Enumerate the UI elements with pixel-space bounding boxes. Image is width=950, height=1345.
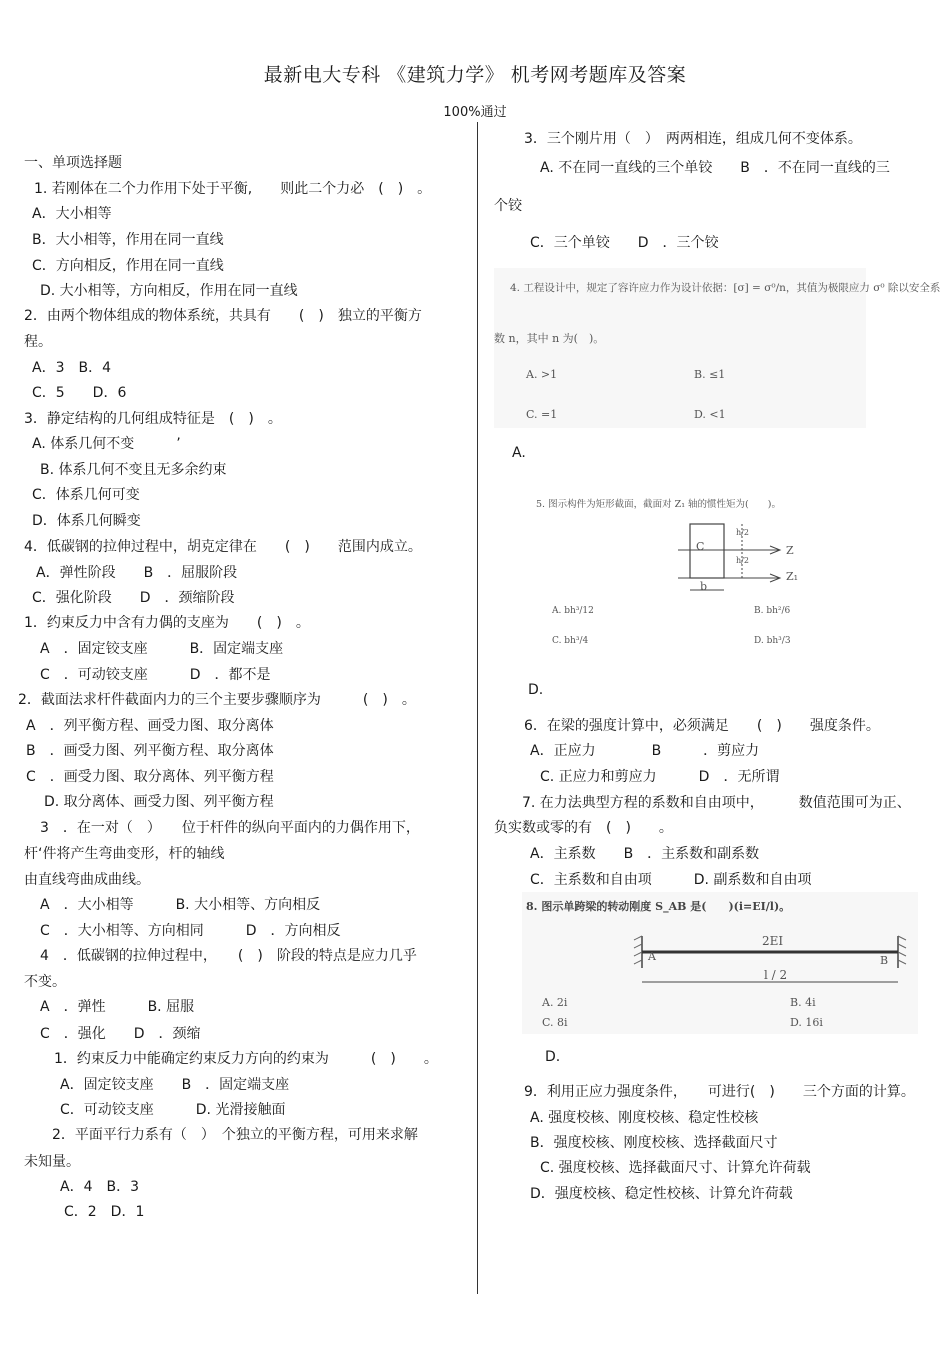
option-line: B ．画受力图、列平衡方程、取分离体	[26, 743, 274, 759]
question-4-stem: 4. 工程设计中，规定了容许应力作为设计依据：[σ] = σ⁰/n，其值为极限应力 σ⁰ 除以安全系	[510, 282, 941, 294]
option-line: A．弹性阶段 B ．屈服阶段	[36, 565, 238, 581]
question-line: 程。	[24, 334, 52, 350]
option-line: C ．画受力图、取分离体、列平衡方程	[26, 769, 274, 785]
question-line: 3 ．在一对（ ） 位于杆件的纵向平面内的力偶作用下，	[40, 820, 420, 836]
question-line: 3．静定结构的几何组成特征是 ( ) 。	[24, 411, 282, 427]
width-label: b	[700, 580, 708, 593]
beam-length-label: l / 2	[764, 968, 788, 982]
question-8-option-a: A. 2i	[542, 996, 568, 1009]
answer-mark: D.	[545, 1049, 561, 1065]
section-heading: 一、单项选择题	[24, 155, 122, 171]
question-4-option-d: D. <1	[694, 408, 726, 421]
question-line: 6．在梁的强度计算中，必须满足 ( ) 强度条件。	[524, 718, 880, 734]
option-line: C ．大小相等、方向相同 D ．方向相反	[40, 923, 341, 939]
half-height-lower: h/2	[736, 556, 749, 565]
question-5-stem: 5. 图示构件为矩形截面，截面对 Z₁ 轴的惯性矩为( )。	[536, 499, 781, 510]
option-line: A．固定铰支座 B ．固定端支座	[60, 1077, 290, 1093]
option-line: A．正应力 B ．剪应力	[530, 743, 760, 759]
scanned-question-4	[494, 268, 941, 428]
option-line: B. 体系几何不变且无多余约束	[40, 462, 227, 478]
option-line: C. 正应力和剪应力 D ．无所谓	[540, 769, 780, 785]
question-8-stem: 8. 图示单跨梁的转动刚度 S_AB 是( )(i=EI/l)。	[526, 900, 791, 913]
centroid-label: C	[696, 540, 705, 553]
option-line: A. 体系几何不变 ’	[32, 436, 181, 452]
option-line: D．强度校核、稳定性校核、计算允许荷载	[530, 1186, 793, 1202]
option-line: D. 大小相等，方向相反，作用在同一直线	[40, 283, 298, 299]
option-line: A ．大小相等 B. 大小相等、方向相反	[40, 897, 321, 913]
question-line: 2．截面法求杆件截面内力的三个主要步骤顺序为 ( ) 。	[18, 692, 416, 708]
question-5-option-a: A. bh³/12	[552, 606, 594, 616]
question-4-option-b: B. ≤1	[694, 368, 726, 381]
option-line: A ．弹性 B. 屈服	[40, 999, 195, 1015]
option-line: C．可动铰支座 D. 光滑接触面	[60, 1102, 286, 1118]
scanned-question-8	[522, 892, 918, 1034]
option-line: B．大小相等，作用在同一直线	[32, 232, 224, 248]
option-line: B．强度校核、刚度校核、选择截面尺寸	[530, 1135, 778, 1151]
option-line: A．3 B．4	[32, 360, 111, 376]
z1-axis-label: Z₁	[786, 570, 799, 583]
question-8-option-d: D. 16i	[790, 1016, 823, 1029]
option-line: A ．固定铰支座 B．固定端支座	[40, 641, 284, 657]
option-line: C．体系几何可变	[32, 487, 140, 503]
option-line: A．主系数 B ．主系数和副系数	[530, 846, 760, 862]
question-line: 9．利用正应力强度条件， 可进行( ) 三个方面的计算。	[524, 1084, 915, 1100]
option-line: A. 不在同一直线的三个单铰 B ．不在同一直线的三	[540, 160, 890, 176]
question-5-option-c: C. bh³/4	[552, 636, 589, 646]
option-line: C．主系数和自由项 D. 副系数和自由项	[530, 872, 812, 888]
question-line: 1．约束反力中含有力偶的支座为 ( ) 。	[24, 615, 310, 631]
z-axis-label: Z	[786, 544, 794, 557]
option-line: C. 强度校核、选择截面尺寸、计算允许荷载	[540, 1160, 811, 1176]
column-divider	[477, 122, 478, 1294]
option-line: C．5 D．6	[32, 385, 127, 401]
option-line: A．大小相等	[32, 206, 112, 222]
option-line: C．强化阶段 D ．颈缩阶段	[32, 590, 235, 606]
page-title: 最新电大专科 《建筑力学》 机考网考题库及答案	[263, 64, 687, 86]
beam-end-b: B	[880, 954, 889, 967]
page-subtitle: 100%通过	[443, 105, 507, 120]
option-line: C ．强化 D ．颈缩	[40, 1026, 201, 1042]
option-line: D．体系几何瞬变	[32, 513, 141, 529]
question-line: 负实数或零的有 ( ) 。	[494, 820, 673, 836]
beam-stiffness-label: 2EI	[762, 934, 784, 948]
option-line: D. 取分离体、画受力图、列平衡方程	[44, 794, 274, 810]
option-line: C．三个单铰 D ．三个铰	[530, 235, 719, 251]
question-line: 1. 若刚体在二个力作用下处于平衡, 则此二个力必 ( ) 。	[34, 181, 432, 197]
scanned-question-5	[530, 488, 830, 668]
question-line: 不变。	[24, 974, 66, 990]
question-line: 7. 在力法典型方程的系数和自由项中， 数值范围可为正、	[522, 795, 911, 811]
question-8-option-b: B. 4i	[790, 996, 816, 1009]
question-line: 杆‘件将产生弯曲变形，杆的轴线	[24, 846, 225, 862]
half-height-upper: h/2	[736, 528, 749, 537]
question-4-option-a: A. >1	[526, 368, 558, 381]
question-line: 2．由两个物体组成的物体系统，共具有 ( ) 独立的平衡方	[24, 308, 422, 324]
option-line: A. 强度校核、刚度校核、稳定性校核	[530, 1110, 759, 1126]
option-line: C ．可动铰支座 D ．都不是	[40, 667, 271, 683]
option-line: A．4 B．3	[60, 1179, 139, 1195]
question-5-option-b: B. bh²/6	[754, 606, 791, 616]
question-line: 4．低碳钢的拉伸过程中，胡克定律在 ( ) 范围内成立。	[24, 539, 422, 555]
question-5-option-d: D. bh³/3	[754, 636, 791, 646]
option-line: C．方向相反，作用在同一直线	[32, 258, 224, 274]
option-line: A ．列平衡方程、画受力图、取分离体	[26, 718, 274, 734]
question-line: 3．三个刚片用（ ） 两两相连，组成几何不变体系。	[524, 131, 862, 147]
question-line: 未知量。	[24, 1154, 80, 1170]
question-8-option-c: C. 8i	[542, 1016, 568, 1029]
answer-mark: A.	[512, 445, 526, 461]
question-line: 由直线弯曲成曲线。	[24, 872, 150, 888]
option-line: 个铰	[494, 198, 522, 214]
question-line: 4 ．低碳钢的拉伸过程中， ( ) 阶段的特点是应力几乎	[40, 948, 417, 964]
option-line: C．2 D．1	[64, 1204, 145, 1220]
beam-end-a: A	[648, 950, 656, 963]
question-4-option-c: C. =1	[526, 408, 558, 421]
question-line: 1．约束反力中能确定约束反力方向的约束为 ( ) 。	[54, 1051, 438, 1067]
question-4-stem-cont: 数 n，其中 n 为( )。	[494, 332, 605, 345]
question-line: 2．平面平行力系有（ ） 个独立的平衡方程，可用来求解	[52, 1127, 418, 1143]
answer-mark: D.	[528, 682, 544, 698]
